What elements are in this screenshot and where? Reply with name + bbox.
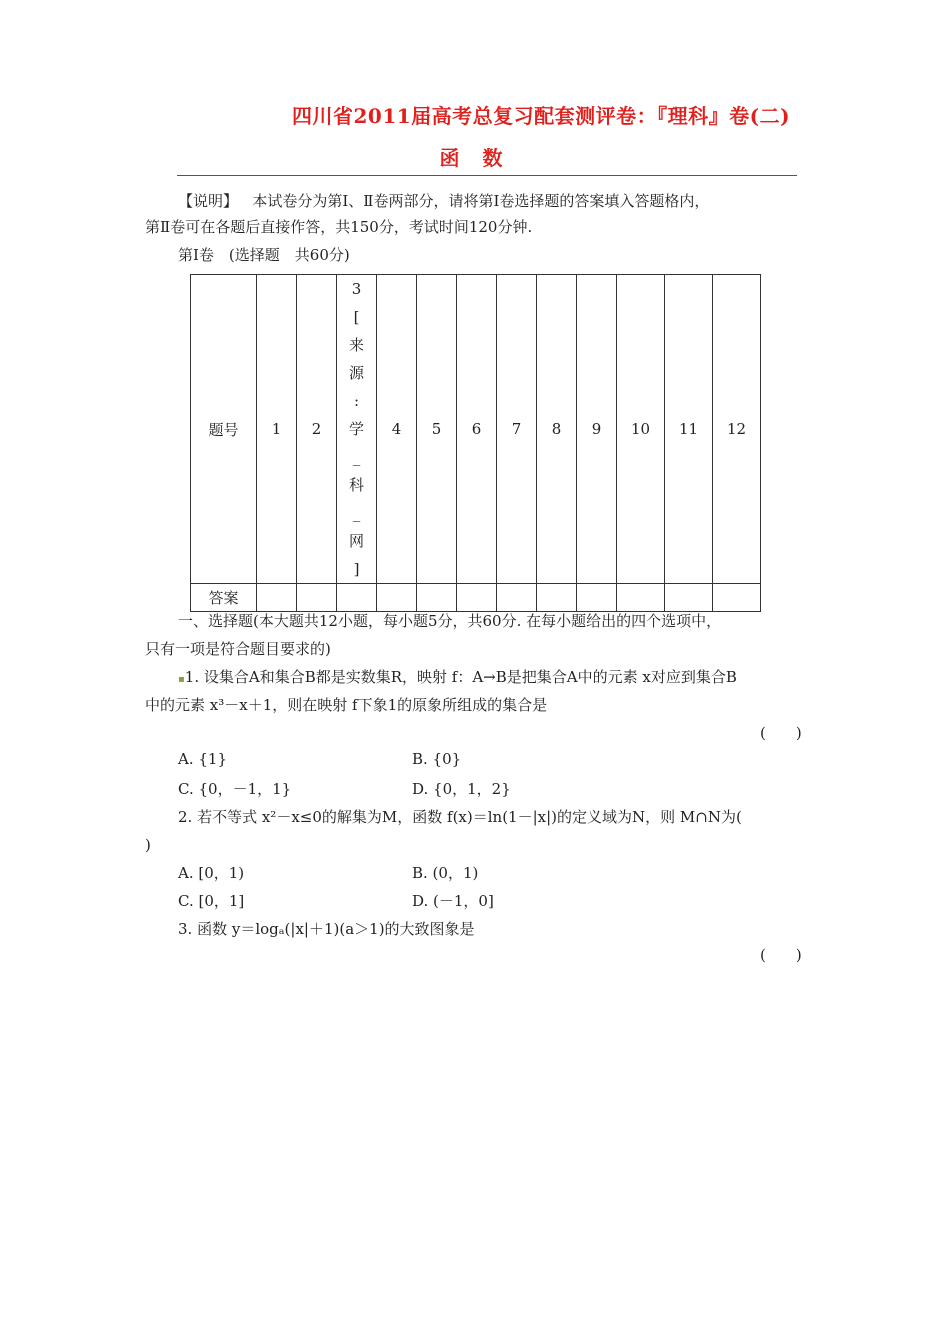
answer-cell[interactable] (417, 584, 457, 612)
col-12: 12 (713, 275, 761, 584)
col-3-char: 源 (348, 364, 364, 382)
answer-cell[interactable] (377, 584, 417, 612)
col-1: 1 (257, 275, 297, 584)
q1-option-a: A. {1} (178, 750, 227, 768)
q2-option-a: A. [0，1) (178, 864, 245, 882)
q1-line-1 (178, 666, 848, 691)
col-3-char: 科 (348, 476, 364, 494)
section1-line-1: 一、选择题(本大题共12小题，每小题5分，共60分. 在每小题给出的四个选项中， (178, 612, 722, 630)
col-3 (337, 275, 377, 584)
page-subtitle: 函 数 (439, 146, 511, 170)
q2-line-2: ) (145, 836, 151, 854)
q2-option-d: D. (－1，0] (412, 892, 494, 910)
q3-answer-paren: ( ) (760, 946, 802, 964)
col-4: 4 (377, 275, 417, 584)
answer-table (190, 274, 761, 612)
col-11: 11 (665, 275, 713, 584)
col-10: 10 (617, 275, 665, 584)
col-3-char: _ (352, 448, 361, 466)
q2-line-1: 2. 若不等式 x²－x≤0的解集为M，函数 f(x)＝ln(1－|x|)的定义域为N，则 M∩N为( (178, 808, 742, 826)
col-5: 5 (417, 275, 457, 584)
q1-answer-paren: ( ) (760, 724, 802, 742)
q1-option-c: C. {0，－1，1} (178, 780, 292, 798)
answer-cell[interactable] (713, 584, 761, 612)
col-3-char: 网 (348, 532, 364, 550)
col-3-char: : (353, 392, 360, 410)
row-label-number: 题号 (191, 275, 257, 584)
q1-text-1: 1. 设集合A和集合B都是实数集R，映射 f：A→B是把集合A中的元素 x对应到集合B (184, 668, 737, 686)
col-7: 7 (497, 275, 537, 584)
answer-cell[interactable] (577, 584, 617, 612)
col-3-char: 来 (348, 336, 364, 354)
section1-line-2: 只有一项是符合题目要求的) (145, 640, 331, 658)
margin-mark-icon: ▪ (178, 674, 185, 685)
table-row-numbers (191, 275, 761, 584)
q1-option-d: D. {0，1，2} (412, 780, 511, 798)
answer-cell[interactable] (257, 584, 297, 612)
answer-cell[interactable] (337, 584, 377, 612)
col-2: 2 (297, 275, 337, 584)
part1-heading: 第Ⅰ卷 (选择题 共60分) (178, 246, 350, 264)
col-3-char: [ (353, 308, 360, 326)
answer-cell[interactable] (537, 584, 577, 612)
col-3-char: 学 (348, 420, 364, 438)
intro-text-1: 本试卷分为第Ⅰ、Ⅱ卷两部分，请将第Ⅰ卷选择题的答案填入答题格内， (252, 192, 710, 210)
row-label-answer: 答案 (191, 584, 257, 612)
answer-cell[interactable] (497, 584, 537, 612)
title-divider (177, 175, 797, 176)
intro-line-1 (178, 190, 848, 212)
q1-option-b: B. {0} (412, 750, 462, 768)
answer-cell[interactable] (617, 584, 665, 612)
answer-cell[interactable] (457, 584, 497, 612)
answer-cell[interactable] (665, 584, 713, 612)
intro-label: 【说明】 (178, 192, 239, 210)
page-title: 四川省2011届高考总复习配套测评卷：『理科』卷(二) (292, 104, 791, 128)
col-3-char: 3 (351, 280, 362, 298)
intro-text-2: 第Ⅱ卷可在各题后直接作答，共150分，考试时间120分钟. (145, 218, 533, 236)
q2-option-c: C. [0，1] (178, 892, 245, 910)
col-3-char: ] (353, 560, 360, 578)
col-6: 6 (457, 275, 497, 584)
answer-cell[interactable] (297, 584, 337, 612)
col-9: 9 (577, 275, 617, 584)
q3-line-1: 3. 函数 y＝logₐ(|x|＋1)(a＞1)的大致图象是 (178, 920, 475, 938)
table-row-answers (191, 584, 761, 612)
col-3-char: _ (352, 504, 361, 522)
col-8: 8 (537, 275, 577, 584)
q1-line-2: 中的元素 x³－x＋1，则在映射 f下象1的原象所组成的集合是 (145, 696, 548, 714)
q2-option-b: B. (0，1) (412, 864, 479, 882)
